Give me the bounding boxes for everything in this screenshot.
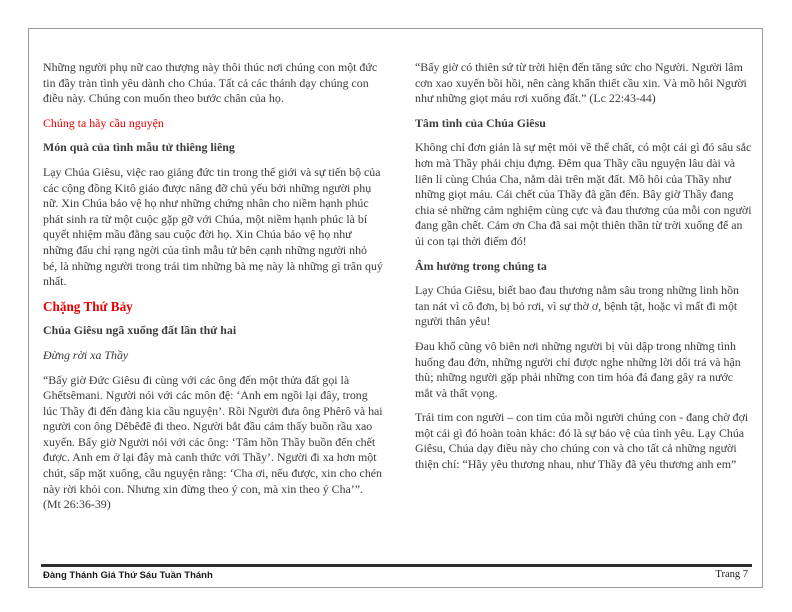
echo-paragraph-3: Trái tim con người – con tim của mỗi người chúng con - đang chờ đợi một cái gì đó hoàn toàn khác: đó là sự bảo vệ của tình yêu. Lạy Chúa Giêsu, Chúa dạy điều này cho chúng con và cho tất cả những người thiện chí: “Hãy yêu thương nhau, như Thầy đã yêu thương anh em”: [415, 410, 749, 472]
section-heading: Món quà của tình mẫu tử thiêng liêng: [43, 140, 235, 155]
scripture-quote-continued: “Bấy giờ có thiên sứ từ trời hiện đến tăng sức cho Người. Người lâm cơn xao xuyến bồi hồi, nên càng khẩn thiết cầu xin. Và mồ hôi Người như những giọt máu rơi xuống đất.” (Lc 22:43-44): [415, 60, 747, 106]
echo-paragraph-1: Lạy Chúa Giêsu, biết bao đau thương nằm sâu trong những linh hồn tan nát vì cô đơn, bị bỏ rơi, vì sự thờ ơ, bệnh tật, hoặc vì mất đi một người thân yêu!: [415, 283, 739, 329]
footer-title: Đàng Thánh Giá Thứ Sáu Tuần Thánh: [43, 570, 213, 581]
station-subtitle: Chúa Giêsu ngã xuống đất lần thứ hai: [43, 323, 237, 338]
page-number: Trang 7: [715, 569, 748, 580]
echo-paragraph-2: Đau khổ cũng vô biên nơi những người bị vùi dập trong những tình huống đau đớn, những người chỉ được nghe những lời dối trá và hận thù; những người gặp phải những con tim hóa đá đang gây ra nước mắt và thất vọng.: [415, 338, 741, 400]
station-italic-heading: Đừng rời xa Thầy: [43, 347, 129, 362]
footer-rule: [41, 564, 752, 567]
right-column: [415, 60, 753, 473]
station-title: Chặng Thứ Bảy: [43, 298, 133, 314]
scripture-quote: “Bấy giờ Đức Giêsu đi cùng với các ông đến một thửa đất gọi là Ghếtsêmani. Người nói với các môn đệ: ‘Anh em ngồi lại đây, trong lúc Thầy đi đến đàng kia cầu nguyện’. Rồi Người đưa ông Phêrô và hai người con ông Dêbêđê đi theo. Người bắt đầu cảm thấy buồn rầu xao xuyến. Bấy giờ Người nói với các ông: ‘Tâm hồn Thầy buồn đến chết được. Anh em ở lại đây mà canh thức với Thầy’. Người đi xa hơn một chút, sấp mặt xuống, cầu nguyện rằng: ‘Cha ơi, nếu được, xin cho chén này rời khỏi con. Nhưng xin đừng theo ý con, mà xin theo ý Cha’”. (Mt 26:36-39): [43, 372, 383, 512]
intro-paragraph: Những người phụ nữ cao thượng này thôi thúc nơi chúng con một đức tin đầy tràn tình yêu dành cho Chúa. Tất cả các thánh dạy chúng con điều này. Chúng con muốn theo bước chân của họ.: [43, 60, 378, 106]
section-heading-echo: Âm hưởng trong chúng ta: [415, 258, 547, 273]
reflection-paragraph: Không chỉ đơn giản là sự mệt mỏi về thể chất, có một cái gì đó sâu sắc hơn mà Thầy phải chịu đựng. Đêm qua Thầy cầu nguyện lâu dài và liên lỉ cùng Chúa Cha, nằm dài trên mặt đất. Mồ hôi của Thầy như những giọt máu. Cái chết của Thầy đã gần đến. Bây giờ Thầy đang chia sẻ những cảm nghiệm cùng cực và đau thương của mỗi con người đang gần chết. Cảm ơn Cha đã sai một thiên thần từ trời xuống để an ủi con tại thời điểm đó!: [415, 140, 752, 248]
left-column: [43, 60, 383, 513]
section-heading-feelings: Tâm tình của Chúa Giêsu: [415, 115, 546, 130]
prayer-call: Chúng ta hãy cầu nguyện: [43, 115, 164, 130]
prayer-paragraph: Lạy Chúa Giêsu, việc rao giảng đức tin trong thế giới và sự tiến bộ của các cộng đồng Kitô giáo được nâng đỡ chủ yếu bởi những người phụ nữ. Xin Chúa bảo vệ họ như những chứng nhân cho niềm hạnh phúc phát sinh ra từ một cuộc gặp gỡ với Chúa, một niềm hạnh phúc là bí quyết nhiệm mầu đằng sau cuộc đời họ. Xin Chúa bảo vệ họ như những đấu chỉ rạng ngời của tình mẫu tử bên cạnh những người nhỏ bé, là những người trong trái tim những bà mẹ này là những gì trân quý nhất.: [43, 164, 383, 289]
